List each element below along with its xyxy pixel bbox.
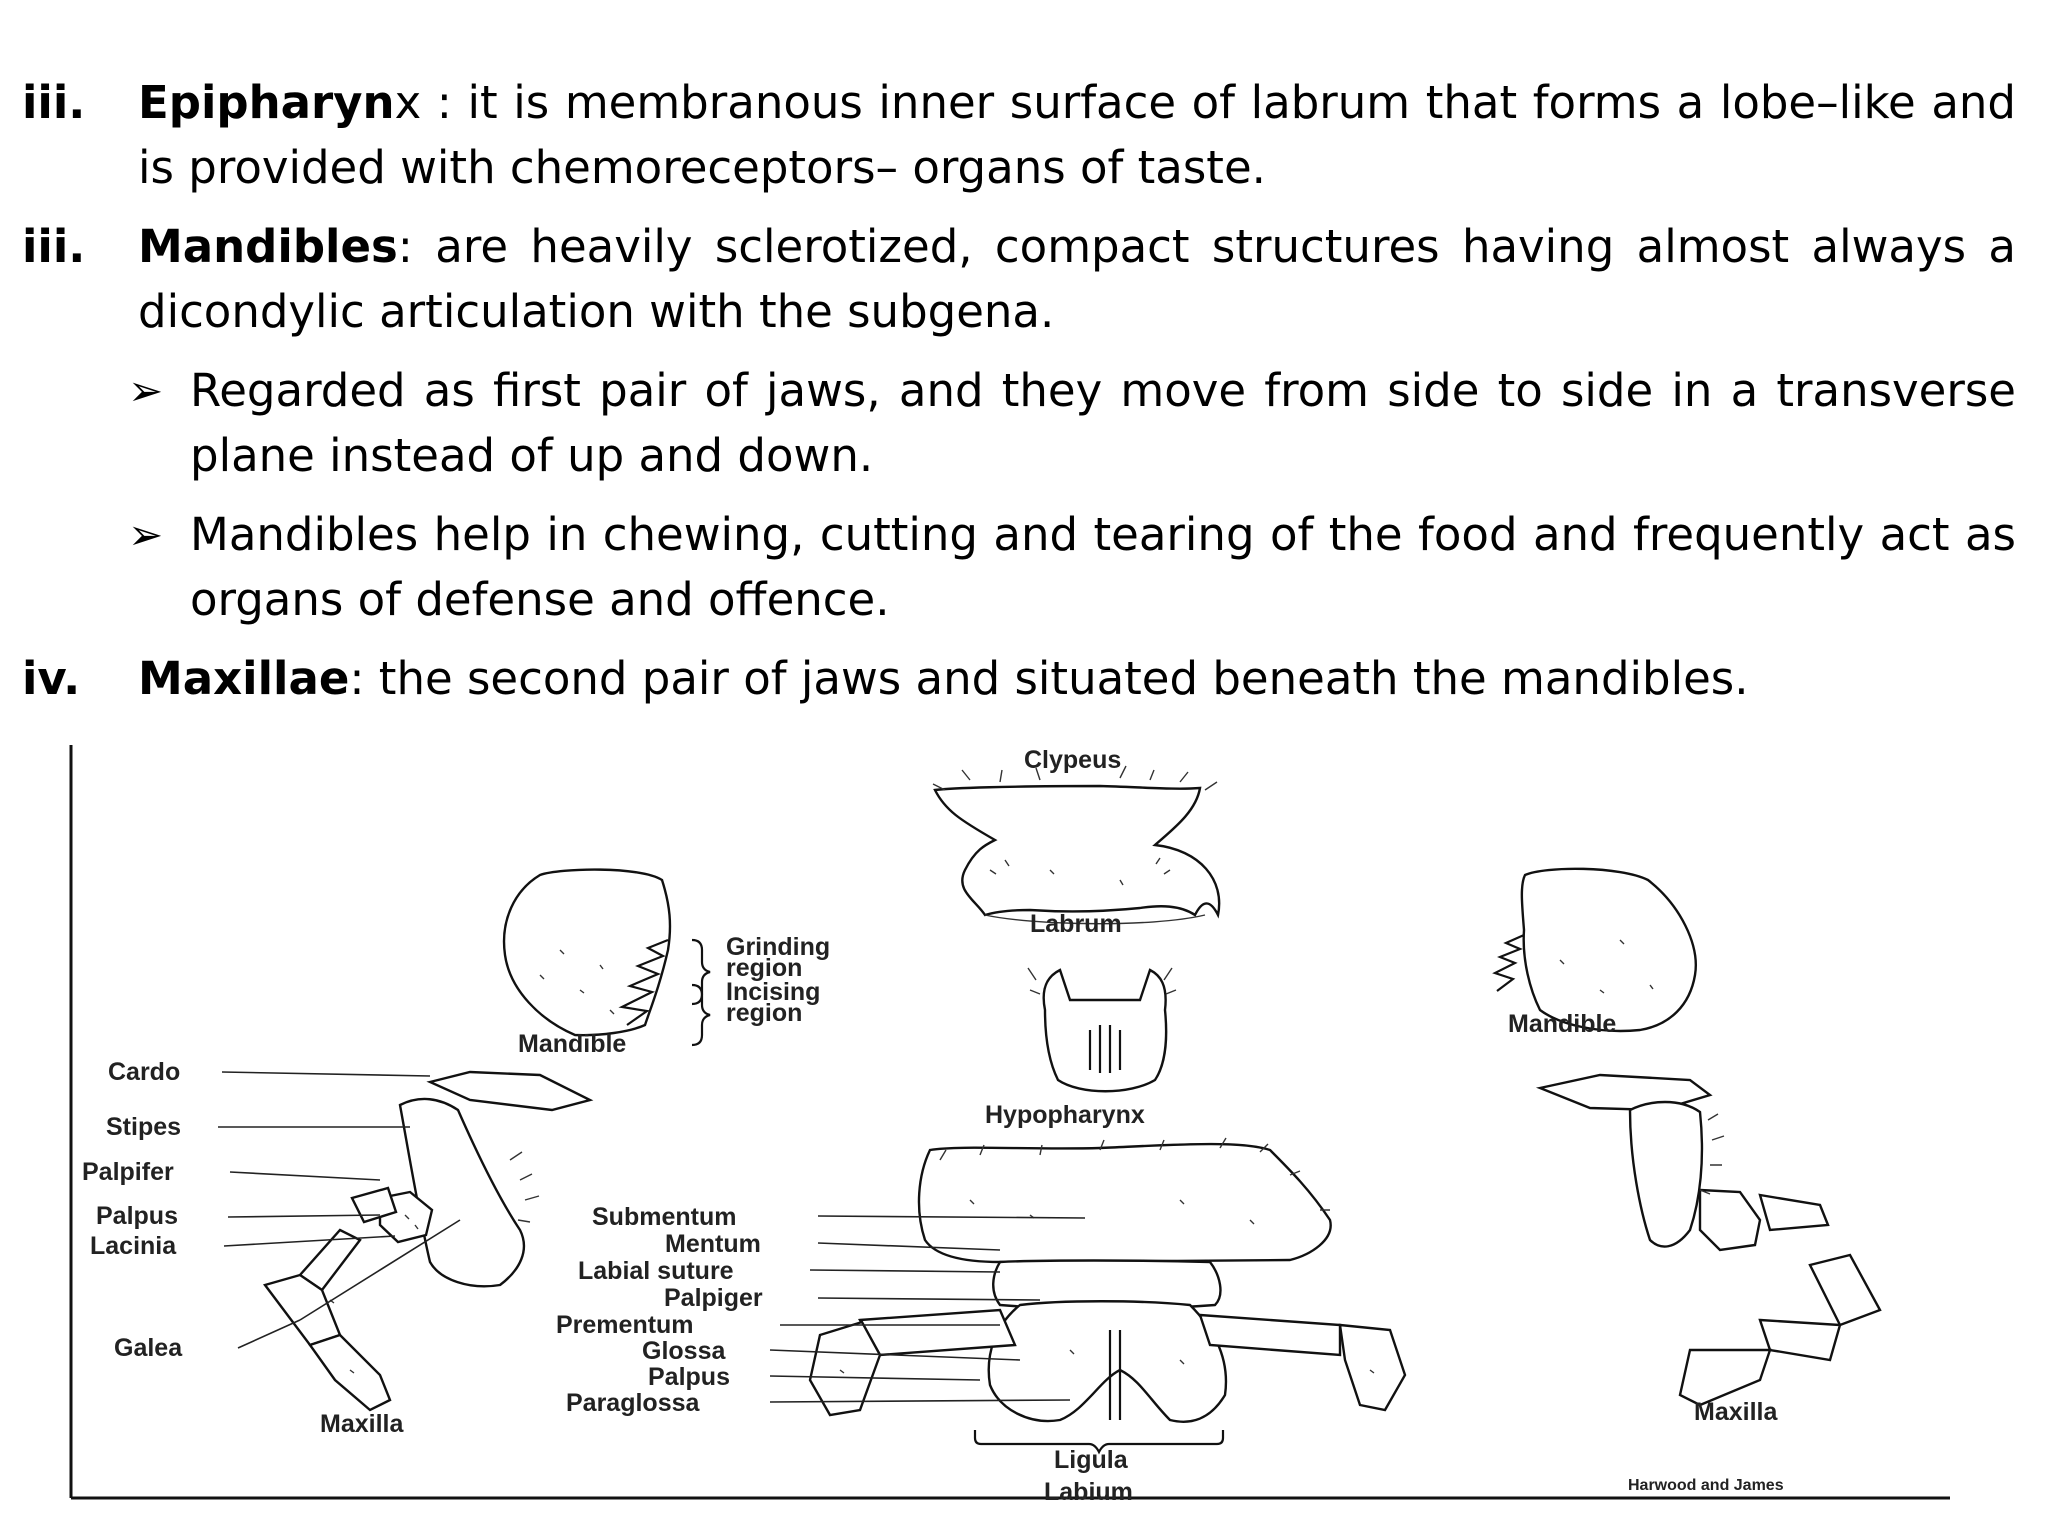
label-maxilla-left: Maxilla bbox=[320, 1410, 404, 1438]
item-mandibles-line1: Mandibles: are heavily sclerotized, compact structures having almost always a bbox=[138, 220, 2016, 273]
term-epipharynx: Epipharyn bbox=[138, 76, 395, 129]
clypeus-labrum-drawing bbox=[933, 766, 1219, 924]
bullet-2-line2: organs of defense and offence. bbox=[190, 573, 890, 626]
label-palpus-center: Palpus bbox=[648, 1363, 730, 1391]
incising-brace bbox=[692, 985, 710, 1045]
label-incising-region: region bbox=[726, 999, 803, 1027]
term-maxillae: Maxillae bbox=[138, 652, 350, 705]
label-lacinia: Lacinia bbox=[90, 1232, 177, 1260]
label-palpiger: Palpiger bbox=[664, 1284, 763, 1312]
label-stipes: Stipes bbox=[106, 1113, 182, 1141]
label-labrum: Labrum bbox=[1030, 910, 1122, 938]
left-mandible-drawing bbox=[504, 870, 670, 1036]
item-number: iii. bbox=[22, 76, 86, 129]
label-mentum: Mentum bbox=[665, 1230, 761, 1258]
label-paraglossa: Paraglossa bbox=[566, 1389, 700, 1417]
label-labial-suture: Labial suture bbox=[578, 1257, 734, 1285]
label-mandible-right: Mandible bbox=[1508, 1010, 1617, 1038]
label-cardo: Cardo bbox=[108, 1058, 181, 1086]
item-epipharynx-line2: is provided with chemoreceptors– organs of taste. bbox=[138, 141, 1266, 194]
label-galea: Galea bbox=[114, 1334, 183, 1362]
bullet-arrow-icon: ➢ bbox=[128, 510, 164, 559]
label-ligula: Ligula bbox=[1054, 1446, 1128, 1474]
bullet-1-line2: plane instead of up and down. bbox=[190, 429, 874, 482]
label-palpus-left: Palpus bbox=[96, 1202, 178, 1230]
item-maxillae-line1: Maxillae: the second pair of jaws and situated beneath the mandibles. bbox=[138, 652, 1749, 705]
label-maxilla-right: Maxilla bbox=[1694, 1398, 1778, 1426]
right-mandible-drawing bbox=[1495, 869, 1696, 1031]
item-number: iii. bbox=[22, 220, 86, 273]
bullet-arrow-icon: ➢ bbox=[128, 366, 164, 415]
label-submentum: Submentum bbox=[592, 1203, 737, 1231]
label-prementum: Prementum bbox=[556, 1311, 694, 1339]
figure-credit: Harwood and James bbox=[1628, 1477, 1784, 1494]
label-palpifer: Palpifer bbox=[82, 1158, 174, 1186]
label-clypeus: Clypeus bbox=[1024, 746, 1122, 774]
bullet-2-line1: Mandibles help in chewing, cutting and tearing of the food and frequently act as bbox=[190, 508, 2016, 561]
term-mandibles: Mandibles bbox=[138, 220, 398, 273]
hypopharynx-drawing bbox=[1028, 968, 1176, 1091]
label-incising: Incising bbox=[726, 978, 821, 1006]
label-glossa: Glossa bbox=[642, 1337, 726, 1365]
label-labium: Labium bbox=[1044, 1478, 1133, 1506]
label-grinding: Grinding bbox=[726, 933, 831, 961]
right-maxilla-drawing bbox=[1540, 1075, 1880, 1405]
label-hypopharynx: Hypopharynx bbox=[985, 1101, 1145, 1129]
item-mandibles-line2: dicondylic articulation with the subgena. bbox=[138, 285, 1055, 338]
label-grinding-region: region bbox=[726, 954, 803, 982]
item-number: iv. bbox=[22, 652, 81, 705]
bullet-1-line1: Regarded as first pair of jaws, and they move from side to side in a transverse bbox=[190, 364, 2016, 417]
label-mandible-left: Mandible bbox=[518, 1030, 627, 1058]
item-epipharynx-line1: Epipharynx : it is membranous inner surface of labrum that forms a lobe–like and bbox=[138, 76, 2016, 129]
